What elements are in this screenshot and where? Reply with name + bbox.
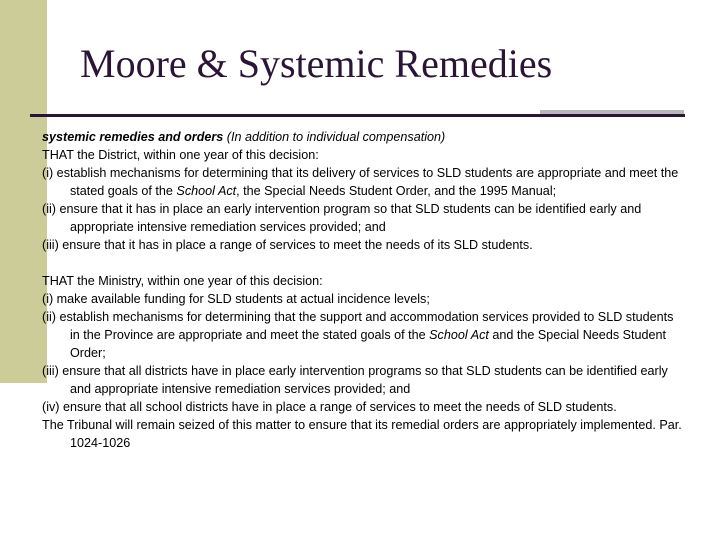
district-item-1-tail: , the Special Needs Student Order, and the 1995 Manual;	[236, 184, 557, 198]
slide-title: Moore & Systemic Remedies	[80, 41, 553, 86]
closing-paragraph: The Tribunal will remain seized of this matter to ensure that its remedial orders are appropriately implemented. Par. 1024-1026	[42, 418, 682, 450]
ministry-item-2-tail: and the Special Needs Student Order;	[70, 328, 667, 360]
ministry-item-3: (iii) ensure that all districts have in place early intervention programs so that SLD students can be identified early and appropriate intensive remediation services provided; and	[42, 364, 668, 396]
district-item-1	[42, 164, 682, 200]
ministry-lead: THAT the Ministry, within one year of this decision:	[42, 274, 323, 288]
ministry-item-2-text: (ii) establish mechanisms for determining that the support and accommodation services provided to SLD students in the Province are appropriate and meet the stated goals of the	[42, 310, 674, 342]
ministry-item-2-act: School Act	[429, 328, 489, 342]
district-item-1-text: (i) establish mechanisms for determining that its delivery of services to SLD students are appropriate and meet the stated goals of the	[42, 166, 679, 198]
district-lead: THAT the District, within one year of this decision:	[42, 148, 319, 162]
ministry-item-2	[42, 308, 682, 362]
district-item-1-act: School Act	[176, 184, 237, 198]
ministry-item-4: (iv) ensure that all school districts have in place a range of services to meet the needs of SLD students.	[42, 400, 617, 414]
district-item-3: (iii) ensure that it has in place a range of services to meet the needs of its SLD students.	[42, 238, 533, 252]
left-accent-bar	[0, 0, 47, 383]
district-item-2: (ii) ensure that it has in place an early intervention program so that SLD students can be identified early and appropriate intensive remediation services provided; and	[42, 202, 642, 234]
ministry-item-1: (i) make available funding for SLD students at actual incidence levels;	[42, 292, 430, 306]
intro-line	[42, 128, 682, 146]
intro-rest: (In addition to individual compensation)	[223, 130, 446, 144]
intro-bold: systemic remedies and orders	[42, 130, 224, 144]
slide-body	[42, 128, 682, 452]
title-rule	[30, 114, 685, 117]
